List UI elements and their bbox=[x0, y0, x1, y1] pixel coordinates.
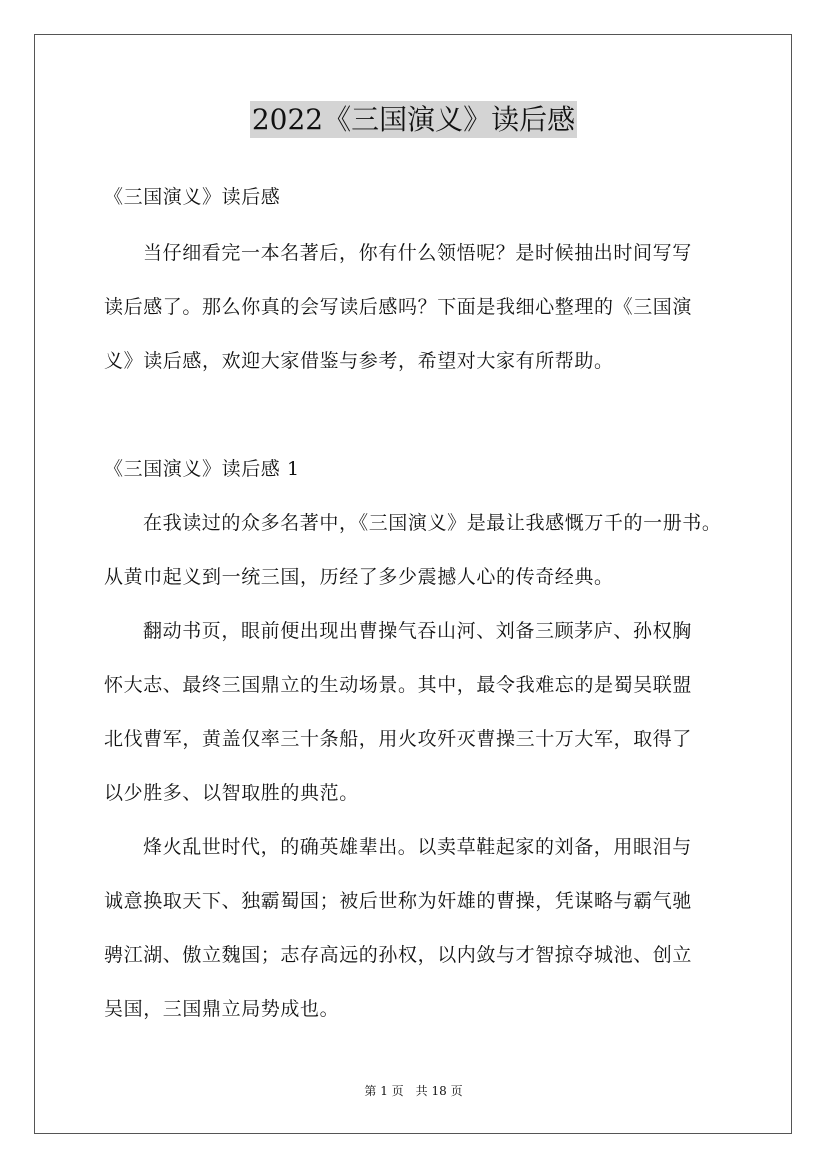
paragraph-line: 骋江湖、傲立魏国；志存高远的孙权，以内敛与才智掠夺城池、创立 bbox=[104, 944, 693, 966]
section-heading: 《三国演义》读后感 bbox=[104, 186, 281, 208]
paragraph-line: 从黄巾起义到一统三国，历经了多少震撼人心的传奇经典。 bbox=[104, 566, 614, 588]
paragraph-line: 义》读后感，欢迎大家借鉴与参考，希望对大家有所帮助。 bbox=[104, 350, 614, 372]
paragraph-line: 翻动书页，眼前便出现出曹操气吞山河、刘备三顾茅庐、孙权胸 bbox=[143, 620, 692, 642]
document-title: 2022《三国演义》读后感 bbox=[251, 103, 576, 136]
paragraph-line: 以少胜多、以智取胜的典范。 bbox=[104, 782, 359, 804]
section-heading: 《三国演义》读后感 1 bbox=[104, 458, 300, 480]
paragraph-line: 怀大志、最终三国鼎立的生动场景。其中，最令我难忘的是蜀吴联盟 bbox=[104, 674, 693, 696]
page-footer: 第 1 页 共 18 页 bbox=[364, 1084, 463, 1098]
paragraph-line: 北伐曹军，黄盖仅率三十条船，用火攻歼灭曹操三十万大军，取得了 bbox=[104, 728, 693, 750]
paragraph-line: 当仔细看完一本名著后，你有什么领悟呢？是时候抽出时间写写 bbox=[143, 242, 692, 264]
paragraph-line: 吴国，三国鼎立局势成也。 bbox=[104, 998, 340, 1020]
paragraph-line: 诚意换取天下、独霸蜀国；被后世称为奸雄的曹操，凭谋略与霸气驰 bbox=[104, 890, 693, 912]
document-title-wrap bbox=[0, 98, 827, 138]
paragraph-line: 烽火乱世时代，的确英雄辈出。以卖草鞋起家的刘备，用眼泪与 bbox=[143, 836, 692, 858]
paragraph-line: 在我读过的众多名著中，《三国演义》是最让我感慨万千的一册书。 bbox=[143, 512, 722, 534]
paragraph-line: 读后感了。那么你真的会写读后感吗？下面是我细心整理的《三国演 bbox=[104, 296, 693, 318]
